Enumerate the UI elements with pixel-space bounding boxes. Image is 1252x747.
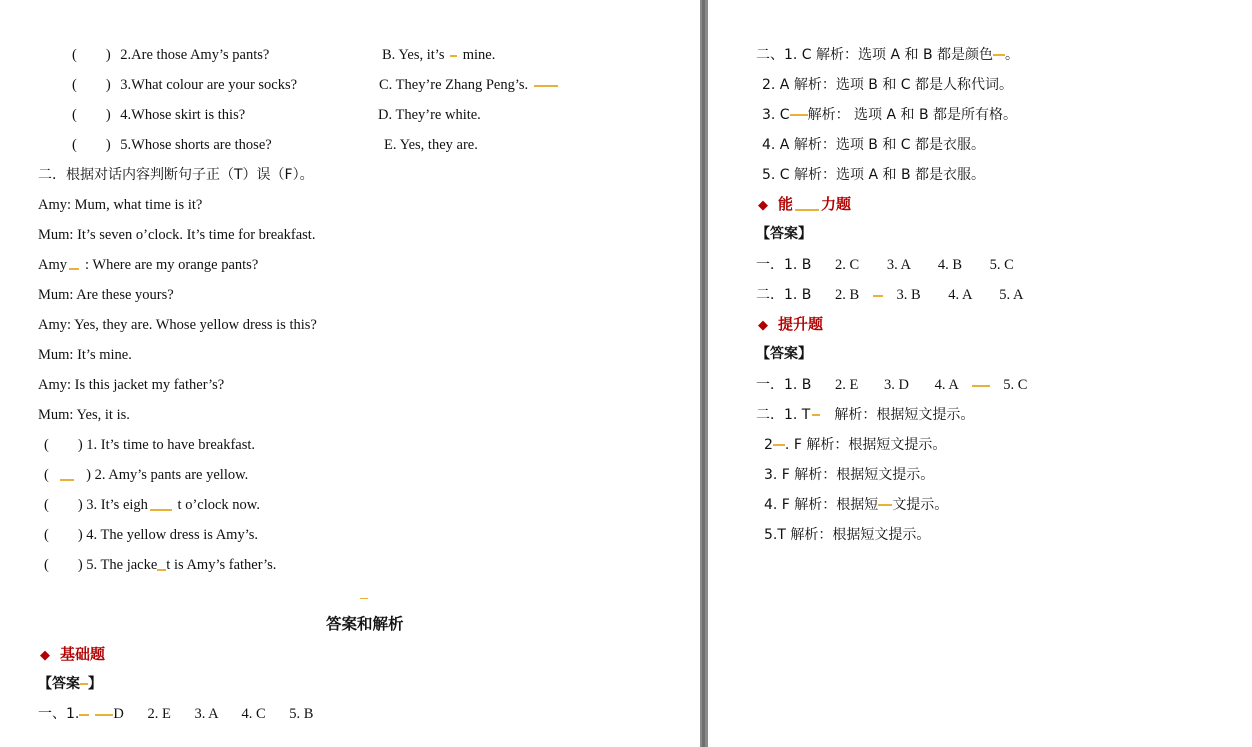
dialogue-line: Amy: Is this jacket my father’s? — [38, 377, 225, 393]
highlight-mark — [150, 509, 172, 511]
answer-label: 【答案】 — [756, 226, 812, 242]
highlight-mark — [360, 598, 368, 599]
advance-answers-row — [756, 375, 1027, 395]
tf-statement-pre: 5. The jacke — [86, 557, 158, 573]
page-gutter — [700, 0, 708, 747]
answer-item: 5. A — [999, 287, 1024, 303]
diamond-bullet-icon: ◆ — [40, 647, 50, 662]
tf-statement: 1. It’s time to have breakfast. — [86, 437, 256, 453]
quiz-row — [72, 105, 245, 125]
option-text — [382, 45, 495, 65]
highlight-mark — [873, 295, 883, 297]
option-pre: C. They’re Zhang Peng’s. — [379, 77, 529, 93]
highlight-mark — [60, 479, 74, 481]
dialogue-line: Mum: It’s mine. — [38, 347, 132, 363]
answer-paren-close: ) — [86, 467, 91, 483]
question-text: 3.What colour are your socks? — [120, 77, 298, 93]
basic-section-title — [40, 644, 105, 665]
section-heading-pre: 能 — [778, 195, 794, 213]
answer-label-pre: 【答案 — [38, 676, 80, 692]
ability-answers-row-1 — [756, 255, 1014, 275]
tf-row — [44, 555, 276, 575]
highlight-mark — [795, 209, 819, 211]
dialogue-line: Amy: Mum, what time is it? — [38, 197, 203, 213]
question-text: 2.Are those Amy’s pants? — [120, 47, 270, 63]
answer-paren: ( ) — [44, 497, 83, 513]
diamond-bullet-icon: ◆ — [758, 197, 768, 212]
question-text: 4.Whose skirt is this? — [120, 107, 246, 123]
advance-explain-row — [756, 405, 974, 425]
basic-answers-row — [38, 704, 313, 724]
right-page — [708, 0, 1252, 747]
answer-item: 3. D — [884, 377, 910, 393]
highlight-mark — [878, 504, 892, 506]
highlight-mark — [534, 85, 558, 87]
tf-statement-post: t is Amy’s father’s. — [166, 557, 277, 573]
ability-section-title — [758, 194, 851, 215]
advance-explain-row: 5.T 解析：根据短文提示。 — [764, 527, 931, 543]
explain-row: 4. A 解析：选项 B 和 C 都是衣服。 — [762, 137, 986, 153]
explain-text: 3. C — [762, 107, 790, 123]
answer-item: D — [113, 706, 124, 722]
explain-row: 5. C 解析：选项 A 和 B 都是衣服。 — [762, 167, 986, 183]
tf-statement: 2. Amy’s pants are yellow. — [94, 467, 249, 483]
highlight-mark — [95, 714, 113, 716]
option-pre: B. Yes, it’s — [382, 47, 445, 63]
answer-item: 5. C — [989, 257, 1014, 273]
answer-paren: ( ) — [44, 527, 83, 543]
option-post: mine. — [462, 47, 496, 63]
highlight-mark — [69, 268, 79, 270]
answers-heading: 答案和解析 — [326, 615, 404, 633]
question-text: 5.Whose shorts are those? — [120, 137, 272, 153]
section-heading: 提升题 — [778, 315, 824, 333]
answer-paren-open: ( — [44, 467, 49, 483]
answer-label — [38, 674, 102, 694]
answer-item: 一．1. B — [756, 377, 812, 393]
answer-item: 3. A — [194, 706, 218, 722]
highlight-mark — [157, 569, 166, 571]
answer-paren: ( ) — [72, 77, 111, 93]
advance-explain-row — [764, 495, 948, 515]
answer-item: 3. A — [886, 257, 911, 273]
explain-text-post: 文提示。 — [892, 497, 949, 513]
option-text: E. Yes, they are. — [384, 137, 478, 153]
quiz-row — [72, 45, 269, 65]
answer-prefix: 一、1. — [38, 706, 80, 722]
answer-paren: ( ) — [44, 437, 83, 453]
dialogue-line: Mum: Are these yours? — [38, 287, 174, 303]
section-heading: 基础题 — [60, 645, 106, 663]
answer-item: 4. C — [241, 706, 266, 722]
section-heading-post: 力题 — [821, 195, 852, 213]
dialogue-speaker: Amy — [38, 257, 67, 273]
answer-paren: ( ) — [44, 557, 83, 573]
advance-section-title — [758, 314, 823, 335]
option-text: D. They’re white. — [378, 107, 481, 123]
tf-row — [44, 525, 258, 545]
answer-item: 4. A — [934, 377, 959, 393]
tf-row — [44, 495, 260, 515]
answer-item: 二．1. B — [756, 287, 812, 303]
quiz-row — [72, 75, 297, 95]
advance-explain-row — [764, 435, 946, 455]
highlight-mark — [993, 54, 1005, 56]
highlight-mark — [773, 444, 785, 446]
answer-item: 2. E — [147, 706, 171, 722]
answer-item: 5. C — [1003, 377, 1028, 393]
section-title: 二．根据对话内容判断句子正（T）误（F）。 — [38, 167, 314, 183]
explain-text: 二、1. C 解析：选项 A 和 B 都是颜色 — [756, 47, 994, 63]
answer-item: 5. B — [289, 706, 314, 722]
answer-item: 2. C — [835, 257, 860, 273]
tf-statement-post: t o’clock now. — [177, 497, 260, 513]
ability-answers-row-2 — [756, 285, 1023, 305]
answer-paren: ( ) — [72, 137, 111, 153]
answer-label-post: 】 — [88, 676, 102, 692]
highlight-mark — [80, 683, 88, 685]
highlight-mark — [812, 414, 820, 416]
advance-explain-row: 3. F 解析：根据短文提示。 — [764, 467, 935, 483]
option-text — [379, 75, 560, 95]
answer-item: 2. E — [835, 377, 859, 393]
answer-paren: ( ) — [72, 107, 111, 123]
dialogue-line: Amy: Yes, they are. Whose yellow dress is this? — [38, 317, 317, 333]
dialogue-line: Mum: Yes, it is. — [38, 407, 130, 423]
dialogue-line — [38, 255, 258, 275]
answer-item: 4. B — [937, 257, 963, 273]
diamond-bullet-icon: ◆ — [758, 317, 768, 332]
explain-text: 4. F 解析：根据短 — [764, 497, 879, 513]
answer-paren: ( ) — [72, 47, 111, 63]
quiz-row — [72, 135, 272, 155]
tf-row — [44, 435, 255, 455]
explain-text: 2 — [764, 437, 773, 453]
dialogue-line: Mum: It’s seven o’clock. It’s time for breakfast. — [38, 227, 316, 243]
dialogue-text: : Where are my orange pants? — [85, 257, 259, 273]
explain-text-post: . F 解析：根据短文提示。 — [784, 437, 947, 453]
highlight-mark — [79, 714, 89, 716]
highlight-mark — [972, 385, 990, 387]
answer-item: 3. B — [896, 287, 921, 303]
explain-text-post: 。 — [1005, 47, 1020, 63]
tf-statement-pre: 3. It’s eigh — [86, 497, 148, 513]
tf-row — [44, 465, 248, 485]
answer-item: 4. A — [948, 287, 972, 303]
answer-item: 2. B — [835, 287, 860, 303]
explain-text-post: 解析： 选项 A 和 B 都是所有格。 — [807, 107, 1018, 123]
explain-row: 2. A 解析：选项 B 和 C 都是人称代词。 — [762, 77, 1014, 93]
answer-item: 一．1. B — [756, 257, 812, 273]
explain-row — [756, 45, 1019, 65]
explain-text: 二．1. T — [756, 407, 811, 423]
tf-statement: 4. The yellow dress is Amy’s. — [86, 527, 259, 543]
answer-label: 【答案】 — [756, 346, 812, 362]
explain-row — [762, 105, 1017, 125]
highlight-mark — [790, 114, 808, 116]
highlight-mark — [450, 55, 457, 57]
explain-text-post: 解析：根据短文提示。 — [834, 407, 975, 423]
